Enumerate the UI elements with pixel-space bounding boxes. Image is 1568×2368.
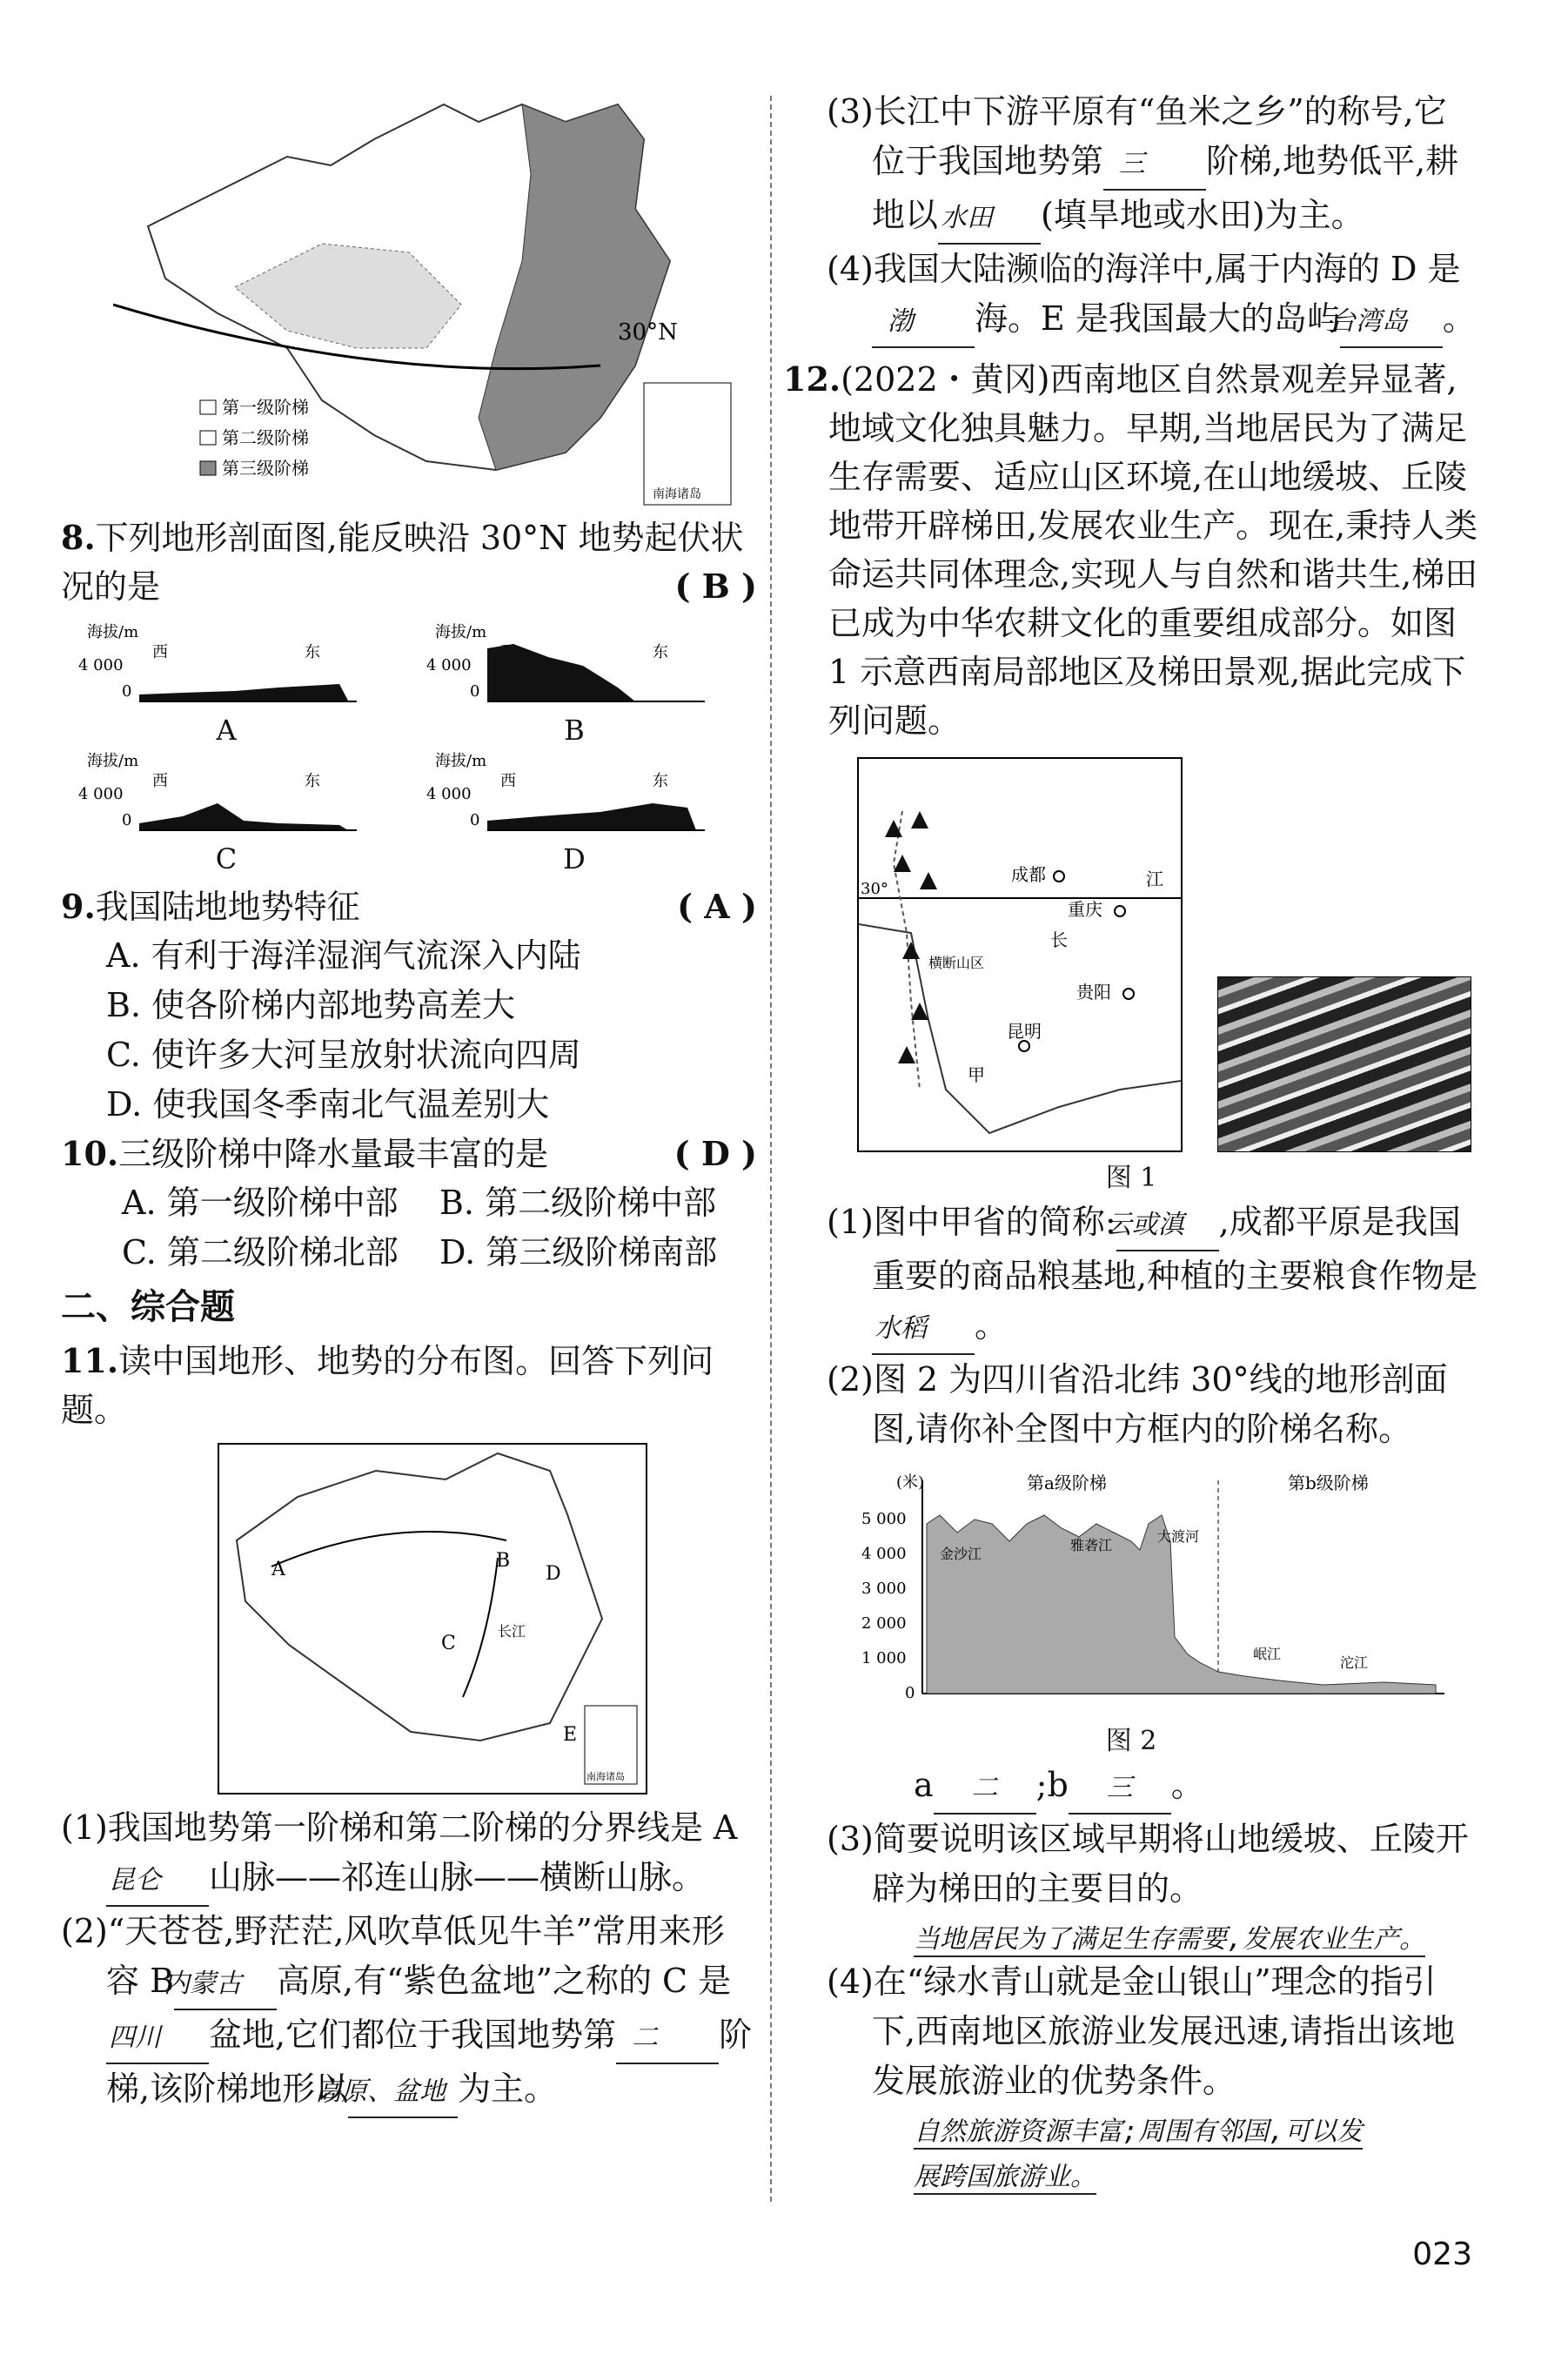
question-10: 10.三级阶梯中降水量最丰富的是 ( D ) xyxy=(61,1130,757,1178)
svg-text:0: 0 xyxy=(122,682,132,701)
q10-option-a: A. 第一级阶梯中部 xyxy=(122,1184,399,1222)
q12-a-blank[interactable]: 二 xyxy=(934,1764,1036,1815)
profile-a-label: A xyxy=(216,714,237,747)
legend-2: 第二级阶梯 xyxy=(222,427,309,448)
q12-s1-blank2[interactable]: 水稻 xyxy=(872,1304,975,1355)
right-column xyxy=(783,87,1479,2195)
svg-text:0: 0 xyxy=(470,811,480,829)
stage-a-label: 第a级阶梯 xyxy=(1027,1472,1107,1493)
figure-1 xyxy=(857,757,1479,1152)
q10-options-row1 xyxy=(122,1178,757,1228)
svg-text:东: 东 xyxy=(305,772,320,790)
svg-text:5 000: 5 000 xyxy=(861,1510,907,1528)
china-terrain-map xyxy=(113,87,740,513)
q10-stem: 三级阶梯中降水量最丰富的是 xyxy=(118,1135,549,1173)
legend-1: 第一级阶梯 xyxy=(222,397,309,418)
q9-answer: ( A ) xyxy=(677,887,757,926)
q9-option-c: C. 使许多大河呈放射状流向四周 xyxy=(106,1036,581,1074)
q12-sub3: (3)简要说明该区域早期将山地缓坡、丘陵开辟为梯田的主要目的。 xyxy=(827,1820,1469,1908)
q8-number: 8. xyxy=(61,518,96,557)
q11-s4-blank2[interactable]: 台湾岛 xyxy=(1340,297,1443,348)
svg-text:海拔/m: 海拔/m xyxy=(87,623,139,641)
section-title: 二、综合题 xyxy=(61,1286,235,1327)
svg-text:长: 长 xyxy=(1050,929,1068,950)
profile-c xyxy=(61,747,392,875)
q12-stem: (2022・黄冈)西南地区自然景观差异显著,地域文化独具魅力。早期,当地居民为了满足生存需要、适应山区环境,在山地缓坡、丘陵地带开辟梯田,发展农业生产。现在,秉持人类命运共同体理念,实现人与自然和谐共生,梯田已成为中华农耕文化的重要组成部分。如图 1 示意西南局部地区及梯田景观,据此完成下列问题。 xyxy=(828,360,1478,740)
figure-2-profile xyxy=(861,1463,1453,1715)
svg-text:海拔/m: 海拔/m xyxy=(87,752,139,770)
svg-text:东: 东 xyxy=(653,772,668,790)
q10-option-d: D. 第三级阶梯南部 xyxy=(439,1233,718,1271)
q10-option-c: C. 第二级阶梯北部 xyxy=(122,1233,399,1271)
svg-text:0: 0 xyxy=(122,811,132,829)
profile-d xyxy=(409,747,740,875)
q11-s2-blank3[interactable]: 二 xyxy=(616,2013,719,2064)
svg-text:横断山区: 横断山区 xyxy=(928,955,985,971)
q11-s3-blank1[interactable]: 三 xyxy=(1103,139,1206,191)
fig1-caption: 图 1 xyxy=(1105,1163,1157,1193)
svg-text:雅砻江: 雅砻江 xyxy=(1070,1537,1113,1553)
svg-text:1 000: 1 000 xyxy=(861,1649,907,1667)
svg-text:3 000: 3 000 xyxy=(861,1580,907,1598)
svg-text:4 000: 4 000 xyxy=(78,785,124,803)
q11-sub3: (3)长江中下游平原有“鱼米之乡”的称号,它位于我国地势第 三 阶梯,地势低平,耕地以 水田 (填旱地或水田)为主。 xyxy=(827,87,1479,245)
left-column xyxy=(61,87,757,2118)
q11-s2-blank2[interactable]: 四川 xyxy=(106,2013,209,2064)
q8-stem: 下列地形剖面图,能反映沿 30°N 地势起伏状况的是 xyxy=(61,519,744,606)
svg-text:重庆: 重庆 xyxy=(1068,899,1102,920)
svg-text:西: 西 xyxy=(500,772,516,790)
svg-text:西: 西 xyxy=(152,643,168,661)
svg-text:长江: 长江 xyxy=(498,1623,526,1640)
q11-s1-blank[interactable]: 昆仑 xyxy=(106,1855,209,1907)
svg-text:2 000: 2 000 xyxy=(861,1614,907,1633)
profile-d-label: D xyxy=(563,842,586,875)
legend-3: 第三级阶梯 xyxy=(222,458,309,479)
svg-text:南海诸岛: 南海诸岛 xyxy=(586,1771,625,1782)
fig2-caption: 图 2 xyxy=(1105,1726,1157,1756)
terrace-photo xyxy=(1217,976,1471,1152)
svg-text:东: 东 xyxy=(653,643,668,661)
svg-text:4 000: 4 000 xyxy=(426,785,472,803)
svg-text:大渡河: 大渡河 xyxy=(1157,1528,1200,1545)
profile-a xyxy=(61,618,392,747)
svg-text:沱江: 沱江 xyxy=(1340,1654,1369,1671)
lat-label: 30°N xyxy=(618,319,678,345)
svg-text:海拔/m: 海拔/m xyxy=(435,623,487,641)
q10-options-row2 xyxy=(122,1228,757,1278)
svg-text:岷江: 岷江 xyxy=(1253,1646,1282,1662)
svg-text:贵阳: 贵阳 xyxy=(1076,982,1111,1003)
svg-text:30°: 30° xyxy=(861,880,888,898)
svg-text:4 000: 4 000 xyxy=(78,656,124,674)
svg-text:4 000: 4 000 xyxy=(861,1545,907,1563)
svg-text:A: A xyxy=(271,1559,285,1580)
svg-text:成都: 成都 xyxy=(1011,864,1046,885)
svg-text:西: 西 xyxy=(152,772,168,790)
q12-s4-answer-line1[interactable]: 自然旅游资源丰富;周围有邻国,可以发 xyxy=(914,2110,1363,2150)
q9-option-d: D. 使我国冬季南北气温差别大 xyxy=(106,1085,550,1124)
inset-label: 南海诸岛 xyxy=(653,487,701,501)
q8-profiles xyxy=(61,618,757,875)
q10-answer: ( D ) xyxy=(673,1134,757,1173)
svg-text:海拔/m: 海拔/m xyxy=(435,752,487,770)
q12-s4-answer-line2[interactable]: 展跨国旅游业。 xyxy=(914,2155,1096,2195)
svg-text:江: 江 xyxy=(1146,869,1163,889)
q11-s4-blank1[interactable]: 渤 xyxy=(872,297,975,348)
q11-stem: 读中国地形、地势的分布图。回答下列问题。 xyxy=(61,1342,714,1429)
q11-sub1: (1)我国地势第一阶梯和第二阶梯的分界线是 A昆仑 山脉——祁连山脉——横断山脉。 xyxy=(61,1803,757,1907)
q12-sub2: (2)图 2 为四川省沿北纬 30°线的地形剖面图,请你补全图中方框内的阶梯名称。 xyxy=(827,1360,1448,1448)
profile-b-label: B xyxy=(564,714,585,747)
svg-text:东: 东 xyxy=(305,643,320,661)
question-8 xyxy=(61,513,757,611)
column-divider xyxy=(770,96,772,2202)
svg-text:0: 0 xyxy=(905,1684,915,1702)
q11-map xyxy=(218,1443,647,1794)
question-9: 9.我国陆地地势特征 ( A ) xyxy=(61,882,757,931)
q11-s2-blank1[interactable]: 内蒙古 xyxy=(174,1959,277,2010)
svg-text:D: D xyxy=(546,1563,561,1585)
q10-option-b: B. 第二级阶梯中部 xyxy=(439,1184,717,1222)
svg-text:4 000: 4 000 xyxy=(426,656,472,674)
q11-s2-blank4[interactable]: 高原、盆地 xyxy=(348,2067,458,2118)
q12-sub4: (4)在“绿水青山就是金山银山”理念的指引下,西南地区旅游业发展迅速,请指出该地发展旅游业的优势条件。 xyxy=(827,1962,1456,2100)
svg-text:E: E xyxy=(563,1724,578,1746)
svg-text:金沙江: 金沙江 xyxy=(940,1546,982,1562)
question-11: 11.读中国地形、地势的分布图。回答下列问题。 xyxy=(61,1341,714,1429)
q9-stem: 我国陆地地势特征 xyxy=(95,888,360,926)
svg-text:甲: 甲 xyxy=(968,1064,985,1085)
q12-s3-answer[interactable]: 当地居民为了满足生存需要,发展农业生产。 xyxy=(914,1917,1425,1957)
svg-text:B: B xyxy=(496,1550,511,1572)
page-number: 023 xyxy=(1412,2237,1472,2272)
profile-c-label: C xyxy=(215,842,238,875)
stage-b-label: 第b级阶梯 xyxy=(1288,1472,1369,1493)
southwest-map xyxy=(857,757,1183,1152)
q12-b-blank[interactable]: 三 xyxy=(1069,1764,1171,1815)
q11-sub4: (4)我国大陆濒临的海洋中,属于内海的 D 是渤 海。E 是我国最大的岛屿台湾岛 。 xyxy=(827,245,1479,348)
q11-s3-blank2[interactable]: 水田 xyxy=(938,193,1041,245)
q12-s1-blank1[interactable]: 云或滇 xyxy=(1116,1200,1219,1251)
svg-text:0: 0 xyxy=(470,682,480,701)
svg-text:C: C xyxy=(441,1633,456,1654)
q9-option-a: A. 有利于海洋湿润气流深入内陆 xyxy=(106,936,581,975)
question-12: 12.(2022・黄冈)西南地区自然景观差异显著,地域文化独具魅力。早期,当地居民为了满足生存需要、适应山区环境,在山地缓坡、丘陵地带开辟梯田,发展农业生产。现在,秉持人类命运共同体理念,实现人与自然和谐共生,梯田已成为中华农耕文化的重要组成部分。如图 1 示意西南局部地区及梯田景观,据此完成下列问题。 xyxy=(783,359,1478,740)
q11-sub2: (2)“天苍苍,野茫茫,风吹草低见牛羊”常用来形容 B内蒙古 高原,有“紫色盆地”之称的 C 是四川 盆地,它们都位于我国地势第 二 阶梯,该阶梯地形以高原、盆地 为主。 xyxy=(61,1907,757,2118)
q9-option-b: B. 使各阶梯内部地势高差大 xyxy=(106,986,516,1024)
q8-answer: ( B ) xyxy=(674,567,757,606)
q12-sub1: (1)图中甲省的简称:云或滇 ,成都平原是我国重要的商品粮基地,种植的主要粮食作物是水稻 。 xyxy=(827,1197,1479,1355)
q12-ab-answer: a 二 ;b 三 。 xyxy=(914,1761,1479,1815)
svg-text:昆明: 昆明 xyxy=(1007,1021,1042,1042)
profile-b xyxy=(409,618,740,747)
svg-text:(米): (米) xyxy=(896,1473,925,1492)
